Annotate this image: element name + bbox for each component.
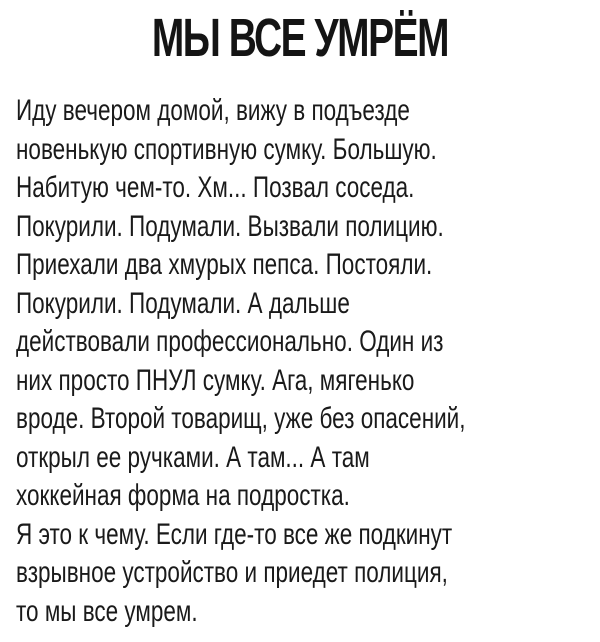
text-line: Иду вечером домой, вижу в подъезде: [16, 94, 410, 127]
text-line: Покурили. Подумали. Вызвали полицию.: [16, 209, 444, 243]
text-line: новенькую спортивную сумку. Большую.: [16, 132, 437, 166]
text-line: открыл ее ручками. А там... А там: [16, 440, 370, 474]
text-line: то мы все умрем.: [16, 594, 198, 628]
text-line: вроде. Второй товарищ, уже без опасений,: [16, 402, 466, 435]
text-line: хоккейная форма на подростка.: [16, 479, 350, 512]
text-line: них просто ПНУЛ сумку. Ага, мягенько: [16, 363, 415, 397]
page-title: МЫ ВСЕ УМРЁМ: [151, 8, 449, 68]
story-text: [16, 92, 586, 631]
text-line: действовали профессионально. Один из: [16, 325, 444, 358]
text-line: Покурили. Подумали. А дальше: [16, 286, 350, 320]
text-line: взрывное устройство и приедет полиция,: [16, 556, 448, 589]
text-line: Приехали два хмурых пепса. Постояли.: [16, 248, 433, 281]
text-line: Набитую чем-то. Хм... Позвал соседа.: [16, 171, 415, 204]
text-line: Я это к чему. Если где-то все же подкинут: [16, 517, 453, 551]
